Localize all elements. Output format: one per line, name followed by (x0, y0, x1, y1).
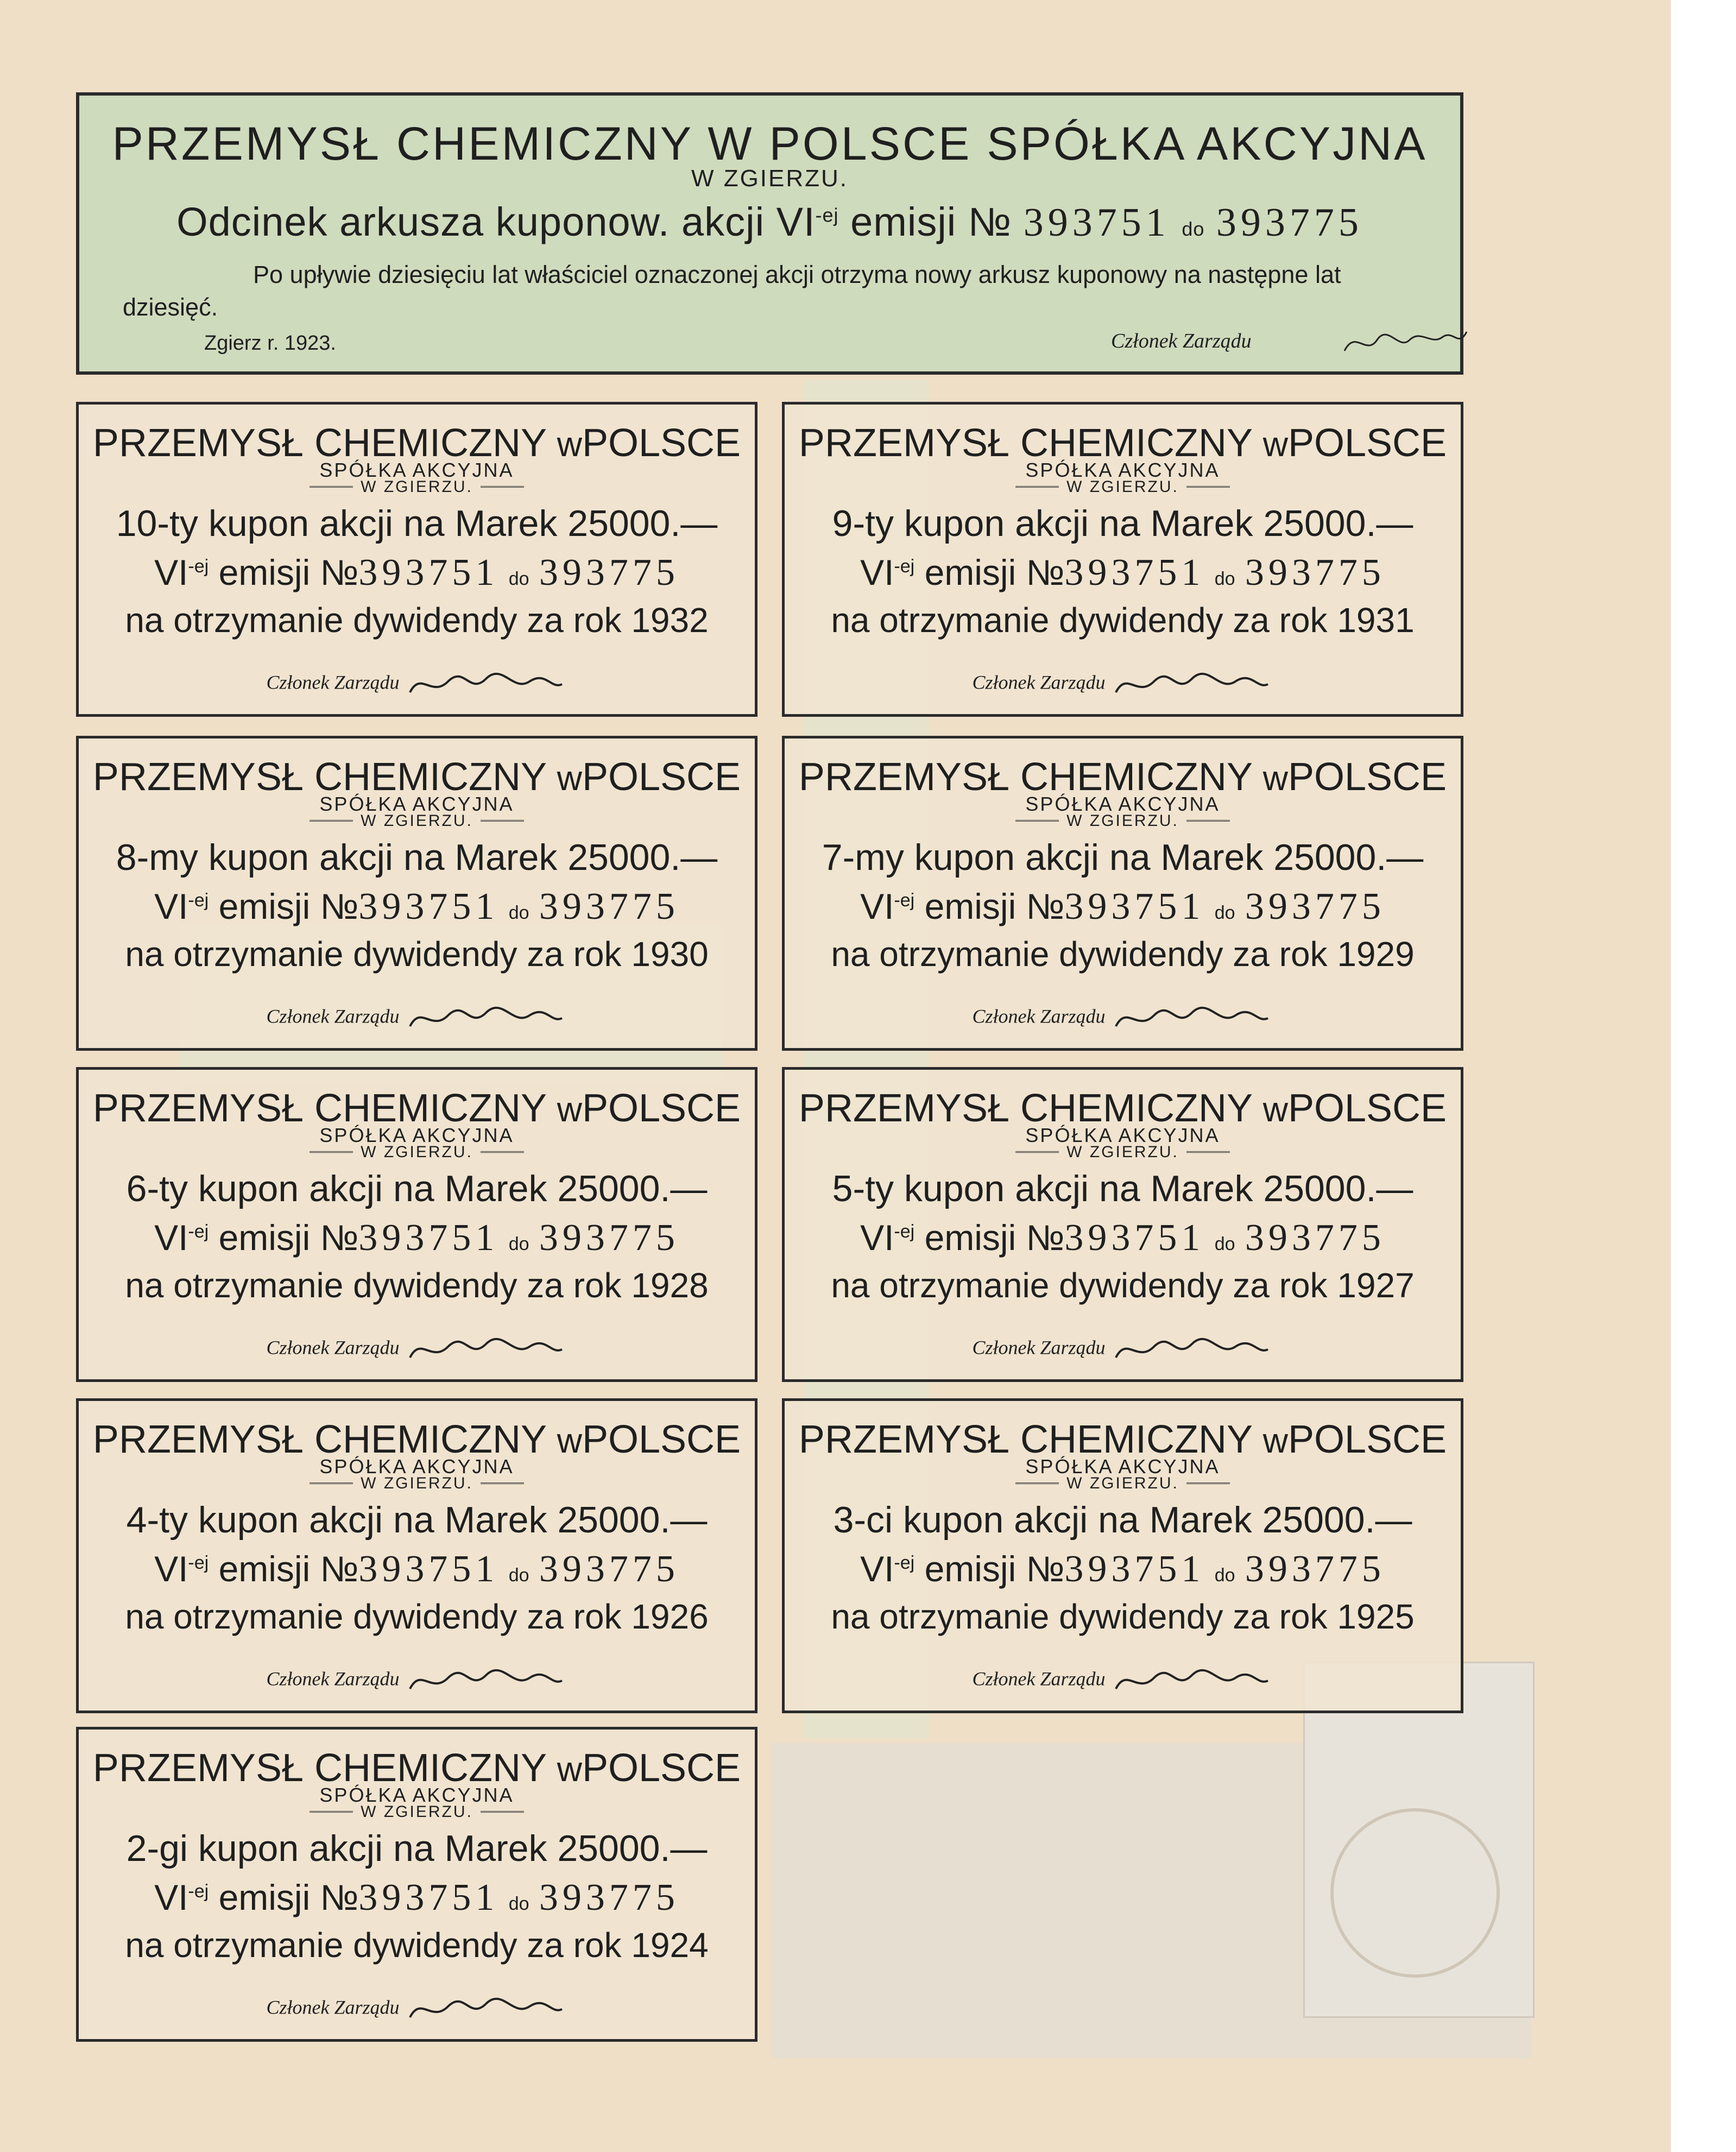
coupon-spolka: SPÓŁKA AKCYJNA (319, 459, 514, 481)
coupon-company-name: PRZEMYSŁ CHEMICZNY (92, 1746, 546, 1790)
coupon-number-to: 393775 (539, 1877, 679, 1919)
stamp-seal (1330, 1808, 1500, 1978)
coupon-ordinal-line (785, 502, 1461, 545)
coupon-ordinal: 5-ty (832, 1168, 894, 1209)
coupon (76, 1067, 757, 1382)
coupon-emission-line (79, 1876, 755, 1920)
coupon-vi: VI (154, 1877, 188, 1917)
coupon-ordinal: 6-ty (126, 1168, 188, 1209)
handwritten-signature (405, 1993, 567, 2025)
coupon-number-from: 393751 (1064, 1217, 1205, 1259)
coupon-year: 1930 (631, 935, 709, 974)
handwritten-signature (1110, 1002, 1273, 1034)
coupon-location (785, 478, 1461, 496)
coupon-signature-line (79, 1002, 755, 1034)
coupon-location (785, 1474, 1461, 1493)
coupon-emission-line (785, 1548, 1461, 1591)
coupon-do: do (508, 1894, 529, 1914)
coupon-zgierz: W ZGIERZU. (1066, 812, 1179, 830)
coupon-number-to: 393775 (1245, 1548, 1385, 1590)
coupon-location (785, 1143, 1461, 1162)
header-title: PRZEMYSŁ CHEMICZNY W POLSCE SPÓŁKA AKCYJNA (112, 118, 1428, 170)
coupon-year: 1927 (1337, 1266, 1415, 1305)
coupon-dividend-text: na otrzymanie dywidendy za rok (831, 935, 1328, 974)
paper-edge (1671, 0, 1736, 2152)
coupon-company-name: PRZEMYSŁ CHEMICZNY (92, 1087, 546, 1130)
coupon-numero-sign: № (320, 1877, 359, 1917)
coupon-kupon-text: kupon akcji na Marek 25000.— (914, 837, 1424, 878)
coupon-kupon-text: kupon akcji na Marek 25000.— (904, 1168, 1413, 1209)
handwritten-signature (1339, 324, 1469, 362)
coupon-do: do (1214, 1565, 1235, 1586)
coupon-signature-line (79, 1993, 755, 2025)
coupon (76, 1727, 757, 2042)
coupon-dividend-text: na otrzymanie dywidendy za rok (125, 935, 622, 974)
coupon-zgierz: W ZGIERZU. (361, 1474, 473, 1492)
coupon-company-w: w (557, 1750, 582, 1789)
coupon-ordinal-line (785, 1167, 1461, 1210)
coupon-zgierz: W ZGIERZU. (1066, 1143, 1179, 1161)
coupon (782, 402, 1463, 717)
coupon-signature-line (785, 1664, 1461, 1697)
coupon-signature-line (79, 1333, 755, 1366)
handwritten-signature (1110, 1333, 1273, 1366)
coupon-company-name: PRZEMYSŁ CHEMICZNY (798, 421, 1252, 465)
coupon-dividend-line (79, 1265, 755, 1305)
coupon-vi: VI (860, 552, 894, 592)
coupon-kupon-text: kupon akcji na Marek 25000.— (198, 1499, 708, 1541)
coupon-company-polsce: POLSCE (582, 421, 741, 465)
coupon-number-to: 393775 (539, 1217, 679, 1259)
coupon-do: do (508, 1234, 529, 1254)
coupon-vi-sup: -ej (894, 1553, 915, 1573)
coupon-ordinal: 4-ty (126, 1499, 188, 1541)
coupon-numero-sign: № (320, 552, 359, 592)
coupon-do: do (508, 569, 529, 589)
coupon-ordinal: 3-ci (833, 1499, 893, 1541)
coupon-vi-sup: -ej (894, 556, 915, 577)
coupon-emisji: emisji (218, 552, 311, 592)
coupon-kupon-text: kupon akcji na Marek 25000.— (903, 1499, 1412, 1541)
coupon-dividend-text: na otrzymanie dywidendy za rok (831, 1266, 1328, 1305)
coupon-kupon-text: kupon akcji na Marek 25000.— (198, 1828, 708, 1869)
coupon-company-polsce: POLSCE (582, 1087, 741, 1130)
coupon-number-from: 393751 (1064, 1548, 1205, 1590)
coupon-ordinal: 2-gi (126, 1828, 188, 1869)
coupon-spolka: SPÓŁKA AKCYJNA (1025, 1124, 1220, 1146)
coupon-location (785, 812, 1461, 830)
coupon-location (79, 1143, 755, 1162)
coupon-company-polsce: POLSCE (582, 1746, 741, 1790)
coupon-emission-line (79, 885, 755, 929)
coupon-dividend-text: na otrzymanie dywidendy za rok (831, 601, 1328, 640)
coupon (76, 736, 757, 1051)
coupon-do: do (508, 903, 529, 923)
coupon-signature-line (785, 1002, 1461, 1034)
coupon-location (79, 478, 755, 496)
coupon-do: do (1214, 903, 1235, 923)
coupon-spolka: SPÓŁKA AKCYJNA (1025, 459, 1220, 481)
coupon-company-polsce: POLSCE (1287, 421, 1447, 465)
coupon-dividend-text: na otrzymanie dywidendy za rok (125, 1266, 622, 1305)
coupon-number-from: 393751 (358, 1548, 499, 1590)
coupon-company-w: w (557, 1090, 582, 1129)
coupon-number-to: 393775 (1245, 1217, 1385, 1259)
coupon-numero-sign: № (1026, 1549, 1065, 1589)
header-place-date: Zgierz r. 1923. (204, 332, 336, 355)
coupon-dividend-line (785, 1265, 1461, 1305)
coupon-vi: VI (154, 886, 188, 926)
coupon-emisji: emisji (924, 886, 1017, 926)
coupon-dividend-text: na otrzymanie dywidendy za rok (831, 1597, 1328, 1636)
coupon-location (79, 812, 755, 830)
coupon-do: do (508, 1565, 529, 1586)
coupon-numero-sign: № (320, 886, 359, 926)
coupon-dividend-text: na otrzymanie dywidendy za rok (125, 601, 622, 640)
coupon (76, 1398, 757, 1713)
coupon-signer-label: Członek Zarządu (972, 671, 1106, 693)
handwritten-signature (405, 668, 567, 700)
coupon-signature-line (785, 1333, 1461, 1366)
coupon-numero-sign: № (320, 1549, 359, 1589)
coupon-do: do (1214, 1234, 1235, 1254)
coupon-number-from: 393751 (358, 1877, 499, 1919)
coupon-emission-line (79, 551, 755, 595)
header-signer-label: Członek Zarządu (1111, 330, 1252, 352)
coupon-signature-line (785, 668, 1461, 700)
coupon-dividend-line (785, 600, 1461, 640)
coupon-zgierz: W ZGIERZU. (361, 478, 473, 496)
coupon-emisji: emisji (218, 1217, 311, 1258)
coupon-company-w: w (557, 425, 582, 464)
coupon-ordinal: 8-my (116, 837, 198, 878)
coupon-emisji: emisji (218, 886, 311, 926)
coupon-ordinal-line (785, 836, 1461, 879)
coupon-spolka: SPÓŁKA AKCYJNA (319, 1124, 514, 1146)
coupon-company-polsce: POLSCE (582, 755, 741, 799)
coupon-spolka: SPÓŁKA AKCYJNA (1025, 793, 1220, 815)
header-do: do (1182, 218, 1205, 240)
coupon-number-to: 393775 (539, 1548, 679, 1590)
coupon-location (79, 1803, 755, 1821)
coupon-emisji: emisji (218, 1549, 311, 1589)
coupon-emission-line (79, 1548, 755, 1591)
coupon-signature-line (79, 1664, 755, 1697)
coupon-company-w: w (1262, 759, 1288, 798)
coupon-signer-label: Członek Zarządu (266, 1996, 400, 2018)
coupon-ordinal-line (785, 1499, 1461, 1541)
header-series-emisji: emisji (850, 199, 957, 244)
coupon-emisji: emisji (924, 1217, 1017, 1258)
coupon-signer-label: Członek Zarządu (266, 671, 400, 693)
coupon-year: 1925 (1337, 1597, 1415, 1636)
header-location: W ZGIERZU. (691, 165, 849, 192)
coupon-year: 1924 (631, 1926, 709, 1965)
coupon-company-polsce: POLSCE (582, 1418, 741, 1461)
handwritten-signature (405, 1333, 567, 1366)
coupon-year: 1931 (1337, 601, 1415, 640)
coupon-number-to: 393775 (1245, 552, 1385, 594)
coupon-emission-line (79, 1216, 755, 1260)
handwritten-signature (1110, 1664, 1273, 1697)
coupon-emission-line (785, 885, 1461, 929)
coupon-signer-label: Członek Zarządu (972, 1336, 1106, 1359)
header-number-to: 393775 (1216, 200, 1363, 245)
coupon-numero-sign: № (1026, 552, 1065, 592)
coupon-ordinal-line (79, 1499, 755, 1541)
coupon-numero-sign: № (1026, 1217, 1065, 1258)
coupon-company-w: w (1262, 1090, 1288, 1129)
coupon-ordinal: 10-ty (116, 503, 198, 544)
coupon-zgierz: W ZGIERZU. (361, 1143, 473, 1161)
header-numero-sign: № (968, 199, 1012, 244)
coupon-zgierz: W ZGIERZU. (1066, 1474, 1179, 1492)
coupon-emisji: emisji (924, 1549, 1017, 1589)
coupon-company-name: PRZEMYSŁ CHEMICZNY (798, 755, 1252, 799)
coupon-ordinal-line (79, 1167, 755, 1210)
coupon (76, 402, 757, 717)
coupon-number-from: 393751 (358, 1217, 499, 1259)
coupon-signer-label: Członek Zarządu (972, 1005, 1106, 1027)
coupon-do: do (1214, 569, 1235, 589)
coupon-year: 1928 (631, 1266, 709, 1305)
coupon-company-polsce: POLSCE (1287, 755, 1447, 799)
coupon-company-name: PRZEMYSŁ CHEMICZNY (798, 1087, 1252, 1130)
coupon-emisji: emisji (924, 552, 1017, 592)
coupon-number-from: 393751 (1064, 886, 1205, 927)
coupon-vi: VI (860, 886, 894, 926)
coupon-signature-line (79, 668, 755, 700)
header-panel (76, 92, 1463, 375)
coupon-dividend-line (79, 934, 755, 974)
coupon (782, 736, 1463, 1051)
coupon-company-w: w (1262, 425, 1288, 464)
coupon-dividend-line (79, 600, 755, 640)
coupon-company-name: PRZEMYSŁ CHEMICZNY (798, 1418, 1252, 1461)
coupon-zgierz: W ZGIERZU. (1066, 478, 1179, 496)
coupon-vi-sup: -ej (188, 1881, 209, 1902)
coupon-company-w: w (1262, 1421, 1288, 1460)
coupon-number-from: 393751 (358, 886, 499, 927)
coupon-vi-sup: -ej (188, 1553, 209, 1573)
coupon-signer-label: Członek Zarządu (266, 1668, 400, 1690)
coupon-company-name: PRZEMYSŁ CHEMICZNY (92, 755, 546, 799)
coupon-dividend-text: na otrzymanie dywidendy za rok (125, 1926, 622, 1965)
coupon-vi: VI (860, 1217, 894, 1258)
coupon-vi: VI (154, 1549, 188, 1589)
coupon (782, 1398, 1463, 1713)
coupon-vi-sup: -ej (894, 1221, 915, 1242)
handwritten-signature (405, 1002, 567, 1034)
coupon-company-polsce: POLSCE (1287, 1087, 1447, 1130)
coupon-vi: VI (860, 1549, 894, 1589)
coupon-ordinal-line (79, 836, 755, 879)
coupon-dividend-line (79, 1925, 755, 1965)
coupon-dividend-text: na otrzymanie dywidendy za rok (125, 1597, 622, 1636)
coupon-signer-label: Członek Zarządu (266, 1005, 400, 1027)
coupon-number-to: 393775 (1245, 886, 1385, 927)
coupon-zgierz: W ZGIERZU. (361, 1803, 473, 1821)
coupon-number-from: 393751 (358, 552, 499, 594)
coupon-dividend-line (79, 1596, 755, 1637)
coupon-kupon-text: kupon akcji na Marek 25000.— (208, 503, 718, 544)
coupon-vi: VI (154, 552, 188, 592)
coupon-number-to: 393775 (539, 552, 679, 594)
coupon-zgierz: W ZGIERZU. (361, 812, 473, 830)
coupon-company-name: PRZEMYSŁ CHEMICZNY (92, 421, 546, 465)
coupon-company-w: w (557, 759, 582, 798)
header-number-from: 393751 (1023, 200, 1170, 245)
coupon-year: 1929 (1337, 935, 1415, 974)
coupon-vi-sup: -ej (894, 890, 915, 911)
coupon-vi-sup: -ej (188, 1221, 209, 1242)
handwritten-signature (405, 1664, 567, 1697)
coupon-signer-label: Członek Zarządu (266, 1336, 400, 1359)
coupon-spolka: SPÓŁKA AKCYJNA (319, 1784, 514, 1806)
coupon-dividend-line (785, 934, 1461, 974)
coupon-spolka: SPÓŁKA AKCYJNA (1025, 1455, 1220, 1478)
coupon-kupon-text: kupon akcji na Marek 25000.— (904, 503, 1413, 544)
coupon-number-from: 393751 (1064, 552, 1205, 594)
coupon-numero-sign: № (320, 1217, 359, 1258)
coupon-ordinal-line (79, 1827, 755, 1870)
coupon-spolka: SPÓŁKA AKCYJNA (319, 793, 514, 815)
coupon-vi-sup: -ej (188, 556, 209, 577)
coupon-vi: VI (154, 1217, 188, 1258)
header-series-sup: -ej (815, 204, 839, 226)
coupon-kupon-text: kupon akcji na Marek 25000.— (208, 837, 718, 878)
header-series-prefix: Odcinek arkusza kuponow. akcji VI (176, 199, 816, 244)
coupon-kupon-text: kupon akcji na Marek 25000.— (198, 1168, 708, 1209)
coupon-ordinal: 7-my (822, 837, 904, 878)
coupon-spolka: SPÓŁKA AKCYJNA (319, 1455, 514, 1478)
coupon-ordinal-line (79, 502, 755, 545)
header-note: Po upływie dziesięciu lat właściciel oznaczonej akcji otrzyma nowy arkusz kuponowy na następne lat dziesięć. (123, 261, 1341, 321)
coupon-number-to: 393775 (539, 886, 679, 927)
coupon-vi-sup: -ej (188, 890, 209, 911)
coupon-emission-line (785, 551, 1461, 595)
coupon-location (79, 1474, 755, 1493)
header-series-line (79, 199, 1460, 246)
coupon-company-polsce: POLSCE (1287, 1418, 1447, 1461)
coupon-company-name: PRZEMYSŁ CHEMICZNY (92, 1418, 546, 1461)
coupon-ordinal: 9-ty (832, 503, 894, 544)
coupon-numero-sign: № (1026, 886, 1065, 926)
coupon-year: 1932 (631, 601, 709, 640)
coupon (782, 1067, 1463, 1382)
coupon-company-w: w (557, 1421, 582, 1460)
coupon-dividend-line (785, 1596, 1461, 1637)
coupon-emission-line (785, 1216, 1461, 1260)
coupon-signer-label: Członek Zarządu (972, 1668, 1106, 1690)
coupon-year: 1926 (631, 1597, 709, 1636)
coupon-emisji: emisji (218, 1877, 311, 1917)
handwritten-signature (1110, 668, 1273, 700)
